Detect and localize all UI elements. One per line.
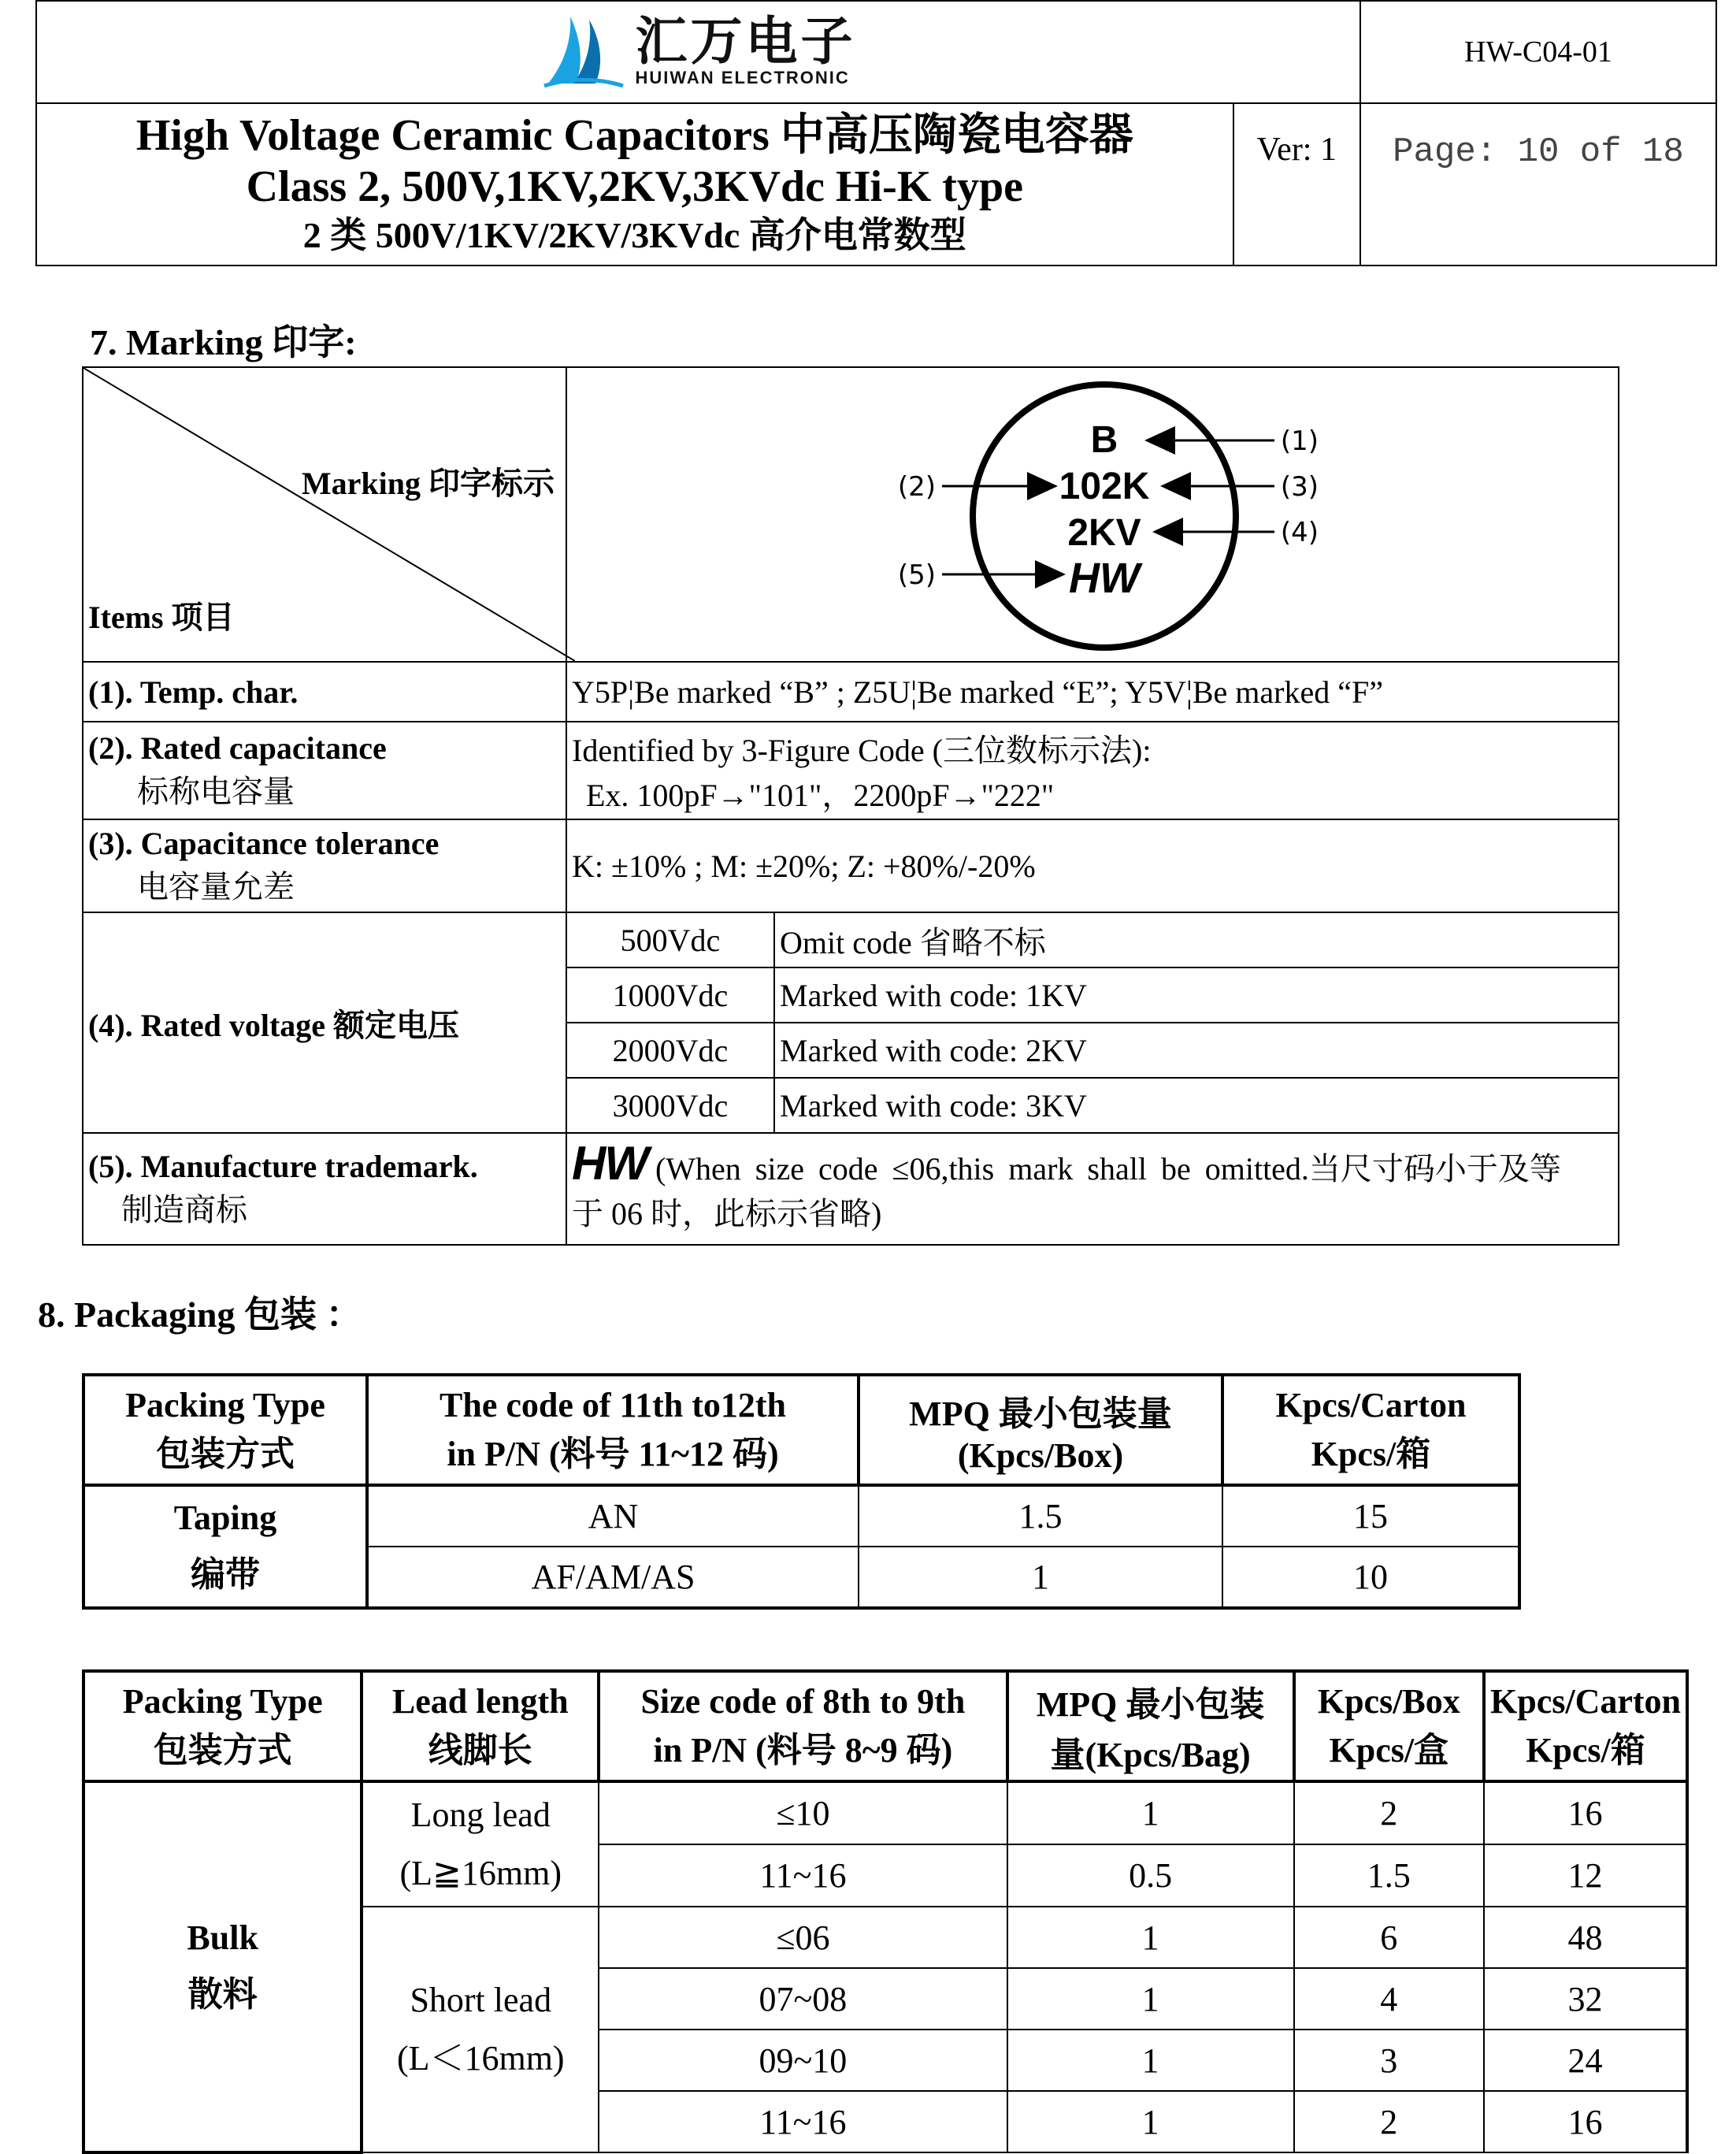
bulk-type-cell: Bulk 散料 (83, 1781, 362, 2152)
title-line-1: High Voltage Ceramic Capacitors 中高压陶瓷电容器 (135, 111, 1133, 160)
cell-size: 11~16 (599, 1844, 1007, 1907)
cell-code: AF/AM/AS (367, 1547, 859, 1608)
tolerance-cn: 电容量允差 (137, 869, 295, 904)
cell-box: 2 (1294, 1781, 1484, 1844)
cell-carton: 48 (1484, 1907, 1687, 1968)
company-logo-icon (540, 9, 627, 95)
voltage-value: 3000Vdc (567, 1078, 774, 1132)
rated-capacitance-label (83, 722, 566, 819)
trademark-logo-icon: HW (572, 1137, 647, 1190)
trademark-note: (When size code ≤06,this mark shall be omitted.当尺寸码小于及等 (655, 1151, 1561, 1187)
cell-mpq: 1 (1007, 1968, 1294, 2030)
version: Ver: 1 (1233, 103, 1360, 266)
marking-section-title: 7. Marking 印字: (90, 322, 357, 362)
marking-table (82, 366, 1619, 1246)
cell-mpq: 1 (1007, 2091, 1294, 2152)
trademark-en: (5). Manufacture trademark. (88, 1149, 478, 1184)
cell-box: 3 (1294, 2030, 1484, 2091)
diag-bottom-label: Items 项目 (88, 600, 235, 635)
marking-diagram (567, 368, 1607, 661)
header-mpq: MPQ 最小包装 量(Kpcs/Bag) (1007, 1671, 1294, 1781)
cell-size: 07~08 (599, 1968, 1007, 2030)
diagonal-header-cell (83, 367, 566, 662)
rated-voltage-text: (4). Rated voltage 额定电压 (88, 1007, 460, 1043)
cell-carton: 32 (1484, 1968, 1687, 2030)
cell-box: 4 (1294, 1968, 1484, 2030)
cell-size: 11~16 (599, 2091, 1007, 2152)
taping-type-cell: Taping 编带 (83, 1485, 367, 1608)
logo-cell (36, 1, 1360, 103)
rated-capacitance-cn: 标称电容量 (137, 774, 295, 809)
cell-mpq: 1 (1007, 1907, 1294, 1968)
marking-diagram-cell (566, 367, 1619, 662)
rated-voltage-label (83, 912, 566, 1133)
short-lead-cell: Short lead (L＜16mm) (362, 1907, 599, 2152)
company-name-en: HUIWAN ELECTRONIC (635, 68, 850, 87)
cell-carton: 16 (1484, 1781, 1687, 1844)
trademark-value (566, 1133, 1619, 1245)
cell-mpq: 1 (1007, 2030, 1294, 2091)
table-row (83, 1781, 1687, 1844)
tolerance-label (83, 819, 566, 912)
cell-size: 09~10 (599, 2030, 1007, 2091)
voltage-code: Marked with code: 2KV (774, 1023, 1618, 1078)
voltage-value: 1000Vdc (567, 967, 774, 1023)
temp-char-value: Y5P¦Be marked “B” ; Z5U¦Be marked “E”; Y5V¦Be marked “F” (566, 662, 1619, 722)
title-line-3: 2 类 500V/1KV/2KV/3KVdc 高介电常数型 (302, 215, 966, 255)
document-header (35, 0, 1717, 266)
cell-carton: 16 (1484, 2091, 1687, 2152)
voltage-code: Marked with code: 1KV (774, 967, 1618, 1023)
tolerance-en: (3). Capacitance tolerance (88, 826, 440, 861)
voltage-subtable (567, 913, 1618, 1132)
trademark-cn: 制造商标 (121, 1192, 247, 1227)
cell-carton: 24 (1484, 2030, 1687, 2091)
taping-table (82, 1373, 1521, 1610)
mark-logo: HW (1069, 555, 1140, 602)
capacitance-code-example: Ex. 100pF→"101"，2200pF→"222" (586, 778, 1055, 813)
title-cell (36, 103, 1233, 266)
trademark-note-cont: 于 06 时，此标示省略) (572, 1196, 882, 1231)
cell-code: AN (367, 1485, 859, 1547)
header-carton: Kpcs/Carton Kpcs/箱 (1222, 1375, 1519, 1485)
mark-voltage: 2KV (1067, 512, 1141, 554)
cell-carton: 15 (1222, 1485, 1519, 1547)
packaging-section-title: 8. Packaging 包装 ： (38, 1294, 362, 1335)
mark-capacitance: 102K (1059, 466, 1150, 507)
tolerance-value: K: ±10% ; M: ±20%; Z: +80%/-20% (566, 819, 1619, 912)
document-number: HW-C04-01 (1360, 1, 1716, 103)
label-5: (5) (897, 559, 937, 591)
bulk-table (82, 1669, 1689, 2154)
voltage-value: 500Vdc (567, 913, 774, 967)
cell-mpq: 1 (859, 1547, 1222, 1608)
cell-mpq: 1.5 (859, 1485, 1222, 1547)
capacitance-code-desc: Identified by 3-Figure Code (三位数标示法): (572, 733, 1152, 768)
cell-carton: 10 (1222, 1547, 1519, 1608)
cell-mpq: 0.5 (1007, 1844, 1294, 1907)
cell-box: 1.5 (1294, 1844, 1484, 1907)
rated-capacitance-en: (2). Rated capacitance (88, 730, 387, 766)
cell-carton: 12 (1484, 1844, 1687, 1907)
header-size-code: Size code of 8th to 9th in P/N (料号 8~9 码) (599, 1671, 1007, 1781)
header-box: Kpcs/Box Kpcs/盒 (1294, 1671, 1484, 1781)
label-4: (4) (1280, 517, 1319, 548)
voltage-value: 2000Vdc (567, 1023, 774, 1078)
cell-box: 2 (1294, 2091, 1484, 2152)
title-line-2: Class 2, 500V,1KV,2KV,3KVdc Hi-K type (246, 162, 1023, 211)
rated-capacitance-value (566, 722, 1619, 819)
page-number: Page: 10 of 18 (1360, 103, 1716, 266)
header-carton: Kpcs/Carton Kpcs/箱 (1484, 1671, 1687, 1781)
header-lead-length: Lead length 线脚长 (362, 1671, 599, 1781)
mark-temp-char: B (1090, 419, 1118, 461)
cell-size: ≤06 (599, 1907, 1007, 1968)
label-2: (2) (897, 471, 937, 503)
header-code: The code of 11th to12th in P/N (料号 11~12 码) (367, 1375, 859, 1485)
label-1: (1) (1280, 425, 1319, 457)
voltage-code: Omit code 省略不标 (774, 913, 1618, 967)
header-mpq: MPQ 最小包装量 (Kpcs/Box) (859, 1375, 1222, 1485)
header-packing-type: Packing Type 包装方式 (83, 1671, 362, 1781)
company-name-cn: 汇万电子 (635, 11, 856, 72)
long-lead-cell: Long lead (L≧16mm) (362, 1781, 599, 1907)
cell-mpq: 1 (1007, 1781, 1294, 1844)
header-packing-type: Packing Type 包装方式 (83, 1375, 367, 1485)
trademark-label (83, 1133, 566, 1245)
table-row (83, 1485, 1519, 1547)
cell-box: 6 (1294, 1907, 1484, 1968)
cell-size: ≤10 (599, 1781, 1007, 1844)
label-3: (3) (1280, 471, 1319, 503)
rated-voltage-cell (566, 912, 1619, 1133)
diag-top-label: Marking 印字标示 (301, 466, 555, 501)
temp-char-label: (1). Temp. char. (83, 662, 566, 722)
voltage-code: Marked with code: 3KV (774, 1078, 1618, 1132)
